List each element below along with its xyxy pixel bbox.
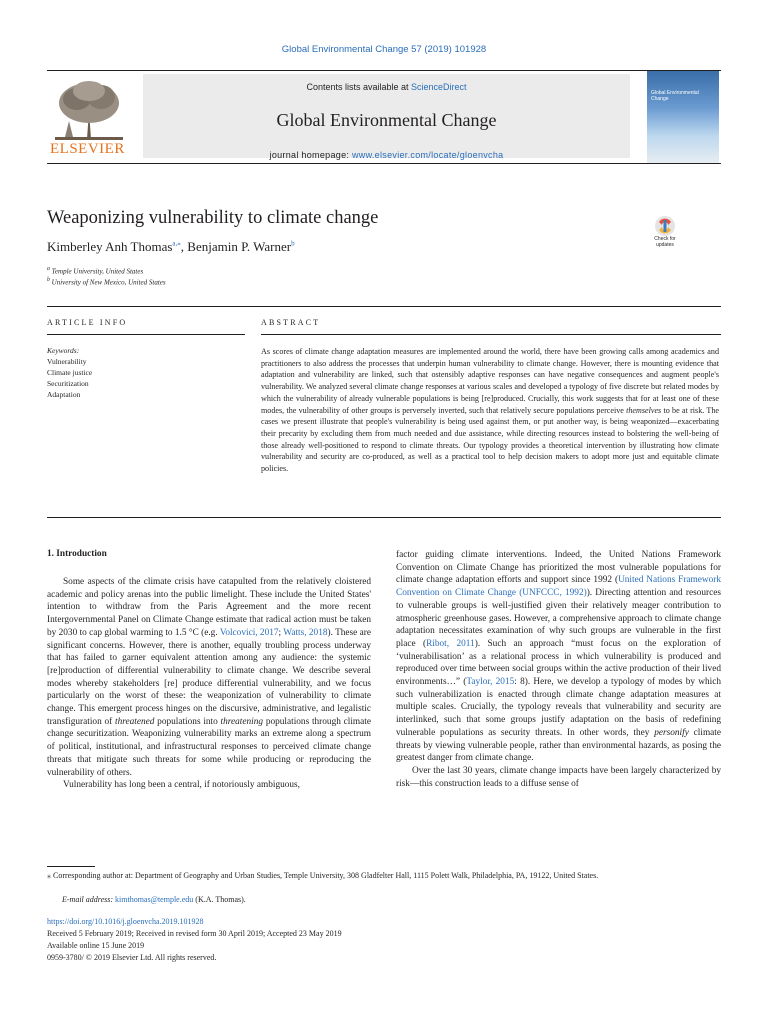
citation-link[interactable]: Volcovici, 2017 xyxy=(219,627,279,638)
journal-banner xyxy=(143,74,630,158)
available-online: Available online 15 June 2019 xyxy=(47,941,145,950)
author-affil-sup[interactable]: b xyxy=(291,239,295,248)
check-for-updates-label: Check for updates xyxy=(654,236,676,248)
homepage-link[interactable]: www.elsevier.com/locate/gloenvcha xyxy=(351,150,504,160)
journal-reference[interactable]: Global Environmental Change 57 (2019) 101928 xyxy=(281,44,487,55)
citation-link[interactable]: United Nations Framework Convention on Climate Change (UNFCCC, 1992) xyxy=(396,575,722,599)
citation-link[interactable]: Watts, 2018 xyxy=(283,627,328,638)
paragraph: Vulnerability has long been a central, if notoriously ambiguous, xyxy=(63,780,300,791)
homepage-prefix: journal homepage: xyxy=(269,150,352,160)
journal-cover-thumbnail[interactable] xyxy=(647,71,719,163)
author-separator: , xyxy=(180,239,188,254)
abstract-divider xyxy=(261,334,721,335)
footnote-divider xyxy=(47,866,95,867)
info-divider xyxy=(47,334,245,335)
journal-title: Global Environmental Change xyxy=(276,110,497,130)
email-note: E-mail address: kimthomas@temple.edu (K.A. Thomas). xyxy=(62,895,246,904)
article-info-heading: ARTICLE INFO xyxy=(47,318,128,327)
keywords-label: Keywords: xyxy=(47,346,80,355)
masthead xyxy=(47,70,721,164)
keyword-item: Climate justice xyxy=(47,368,93,377)
left-column xyxy=(47,576,371,792)
abstract-text: As scores of climate change adaptation measures are implemented around the world, there have been growing calls among academics and practitioners to also address the processes that underpin human vulnerability to climate change. However, there is mounting evidence that adaptation and vulnerability are linked, such that ostensibly adaptive responses can have negative consequences and augment people's vulnerability. We analyzed several climate change responses at various scales and developed a typology of five discrete but related modes by which the vulnerability of already vulnerable populations is being [re]produced. Crucially, this work suggests that for at least one of these modes, the vulnerability of other groups is perversely inverted, such that relatively secure populations perceive themselves to be at risk. The cases we present illustrate that people's vulnerability is being used against them, or put another way, is being weaponized—exacerbating their precarity by excluding them from much needed and due assistance, while directing resources instead to bolstering the well-being of those already well-positioned to respond to climate threats. Our typology provides a theoretical intervention by illustrating how climate vulnerability and security are co-produced, as well as a practical tool to help decision makers to adopt more just and equitable climate policies. xyxy=(261,347,719,474)
contents-line xyxy=(143,82,630,92)
section-heading-introduction: 1. Introduction xyxy=(47,549,107,559)
section-divider xyxy=(47,306,721,307)
citation-link[interactable]: Taylor, 2015 xyxy=(466,677,515,688)
keyword-item: Adaptation xyxy=(47,390,81,399)
abstract-heading: ABSTRACT xyxy=(261,318,321,327)
sciencedirect-link[interactable]: ScienceDirect xyxy=(411,82,467,92)
keyword-item: Vulnerability xyxy=(47,357,87,366)
section-divider xyxy=(47,517,721,518)
publisher-wordmark: ELSEVIER xyxy=(50,141,125,157)
affiliation-b: $^b$ University of New Mexico, United States xyxy=(47,277,166,287)
right-column xyxy=(396,549,721,790)
contents-prefix: Contents lists available at xyxy=(306,82,412,92)
author-affil-sup[interactable]: a,⁎ xyxy=(172,239,181,248)
cover-title: Global Environmental Change xyxy=(651,90,699,102)
author-name: Kimberley Anh Thomas xyxy=(47,239,173,254)
keyword-item: Securitization xyxy=(47,379,89,388)
article-title: Weaponizing vulnerability to climate change xyxy=(47,208,379,228)
author-name: Benjamin P. Warner xyxy=(187,239,292,254)
author-line xyxy=(47,239,295,255)
affiliation-a: $^a$ Temple University, United States xyxy=(47,266,144,276)
citation-link[interactable]: Ribot, 2011 xyxy=(426,638,475,649)
copyright-line: 0959-3780/ © 2019 Elsevier Ltd. All rights reserved. xyxy=(47,953,217,962)
received-dates: Received 5 February 2019; Received in revised form 30 April 2019; Accepted 23 May 2019 xyxy=(47,929,342,938)
homepage-line xyxy=(143,150,630,160)
corresponding-author-note: ⁎ Corresponding author at: Department of Geography and Urban Studies, Temple University, 308 Gladfelter Hall, 1115 Polett Walk, Philadelphia, PA, 19122, United States. xyxy=(47,871,599,880)
paragraph: Over the last 30 years, climate change impacts have been largely characterized by risk—this construction leads to a diffuse sense of xyxy=(396,765,721,789)
paragraph: Some aspects of the climate crisis have catapulted from the relatively cloistered academic and policy arenas into the public limelight. These include the United States' intention to withdraw from the Paris Agreement and the more recent Intergovernmental Panel on Climate Change estimate that radical action must be taken by 2030 to cap global warming to 1.5 °C (e.g. Volcovici, 2017; Watts, 2018). These are significant concerns. However, there is another, equally troubling process underway that has failed to garner equivalent attention among any audience: the systemic [re]production of differential vulnerability to climate change. We describe several modes whereby stakeholders [re] produce differential vulnerability, and we focus particularly on the worst of these: the weaponization of vulnerability to climate change. This emergent process hinges on the discursive, administrative, and legalistic transfiguration of threatened populations into threatening populations through climate change securitization. Weaponizing vulnerability marks an extreme along a spectrum of political, institutional, and infrastructural responses to perceived climate change threats that mitigate such threats for some while producing or reproducing the vulnerability of others. xyxy=(47,577,371,778)
paragraph: factor guiding climate interventions. Indeed, the United Nations Framework Convention on Climate Change has prioritized the most vulnerable populations for climate change adaptation efforts and support since 1992 (United Nations Framework Convention on Climate Change (UNFCCC, 1992)). Directing attention and resources to vulnerable groups is well-justified given their relatively meager contribution to atmospheric greenhouse gases. However, a comprehensive approach to climate change adaptation necessitates examination of why such groups are vulnerable in the first place (Ribot, 2011). Such an approach “must focus on the exploration of ‘vulnerabilisation’ as a relational process in which vulnerability is produced and reproduced over time between social groups within the active production of their lived environments…” (Taylor, 2015: 8). Here, we develop a typology of modes by which such vulnerabilization is enacted through climate change adaptation measures at multiple scales. Crucially, the typology reveals that vulnerability and security are interlinked, such that some groups justify adaptation on the basis of redefining vulnerable populations as security threats. In other words, they personify climate threats by viewing vulnerable people, rather than environmental hazards, as posing the greatest danger from climate change. xyxy=(396,550,722,764)
email-link[interactable]: kimthomas@temple.edu xyxy=(115,895,194,904)
doi-link[interactable]: https://doi.org/10.1016/j.gloenvcha.2019.101928 xyxy=(47,917,204,926)
